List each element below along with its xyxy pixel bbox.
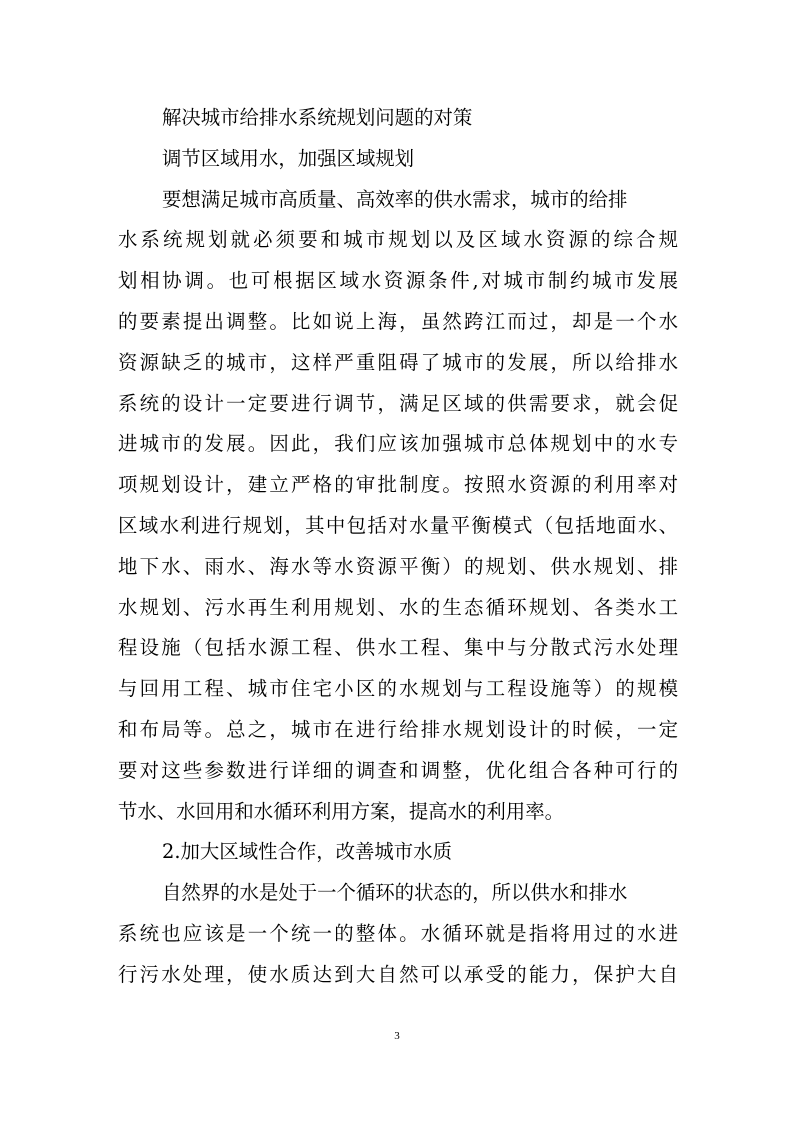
paragraph-line: 地下水、雨水、海水等水资源平衡）的规划、供水规划、排 — [118, 554, 678, 578]
paragraph-line: 系统也应该是一个统一的整体。水循环就是指将用过的水进 — [118, 921, 678, 945]
paragraph-line: 资源缺乏的城市，这样严重阻碍了城市的发展，所以给排水 — [118, 350, 678, 374]
page-number: 3 — [394, 1030, 400, 1042]
paragraph-line: 的要素提出调整。比如说上海，虽然跨江而过，却是一个水 — [118, 309, 678, 333]
paragraph-line: 和布局等。总之，城市在进行给排水规划设计的时候，一定 — [118, 717, 678, 741]
subsection-heading: 2.加大区域性合作，改善城市水质 — [162, 840, 452, 864]
paragraph-line: 与回用工程、城市住宅小区的水规划与工程设施等）的规模 — [118, 677, 678, 701]
paragraph-line: 要想满足城市高质量、高效率的供水需求，城市的给排 — [162, 187, 628, 211]
document-body — [118, 98, 678, 996]
paragraph-line: 行污水处理，使水质达到大自然可以承受的能力，保护大自 — [118, 962, 678, 986]
paragraph-line: 项规划设计，建立严格的审批制度。按照水资源的利用率对 — [118, 473, 678, 497]
paragraph-line: 节水、水回用和水循环利用方案，提高水的利用率。 — [118, 799, 564, 823]
subsection-heading: 调节区域用水，加强区域规划 — [162, 146, 415, 170]
paragraph-line: 水规划、污水再生利用规划、水的生态循环规划、各类水工 — [118, 595, 678, 619]
paragraph-line: 程设施（包括水源工程、供水工程、集中与分散式污水处理 — [118, 636, 678, 660]
paragraph-line: 系统的设计一定要进行调节，满足区域的供需要求，就会促 — [118, 391, 678, 415]
paragraph-line: 进城市的发展。因此，我们应该加强城市总体规划中的水专 — [118, 432, 678, 456]
paragraph-line: 自然界的水是处于一个循环的状态的，所以供水和排水 — [162, 881, 628, 905]
paragraph-line: 要对这些参数进行详细的调查和调整，优化组合各种可行的 — [118, 758, 678, 782]
section-heading: 解决城市给排水系统规划问题的对策 — [162, 106, 473, 129]
paragraph-line: 水系统规划就必须要和城市规划以及区域水资源的综合规 — [118, 228, 678, 252]
paragraph-line: 区域水利进行规划，其中包括对水量平衡模式（包括地面水、 — [118, 513, 678, 537]
paragraph-line: 划相协调。也可根据区域水资源条件,对城市制约城市发展 — [118, 269, 678, 293]
